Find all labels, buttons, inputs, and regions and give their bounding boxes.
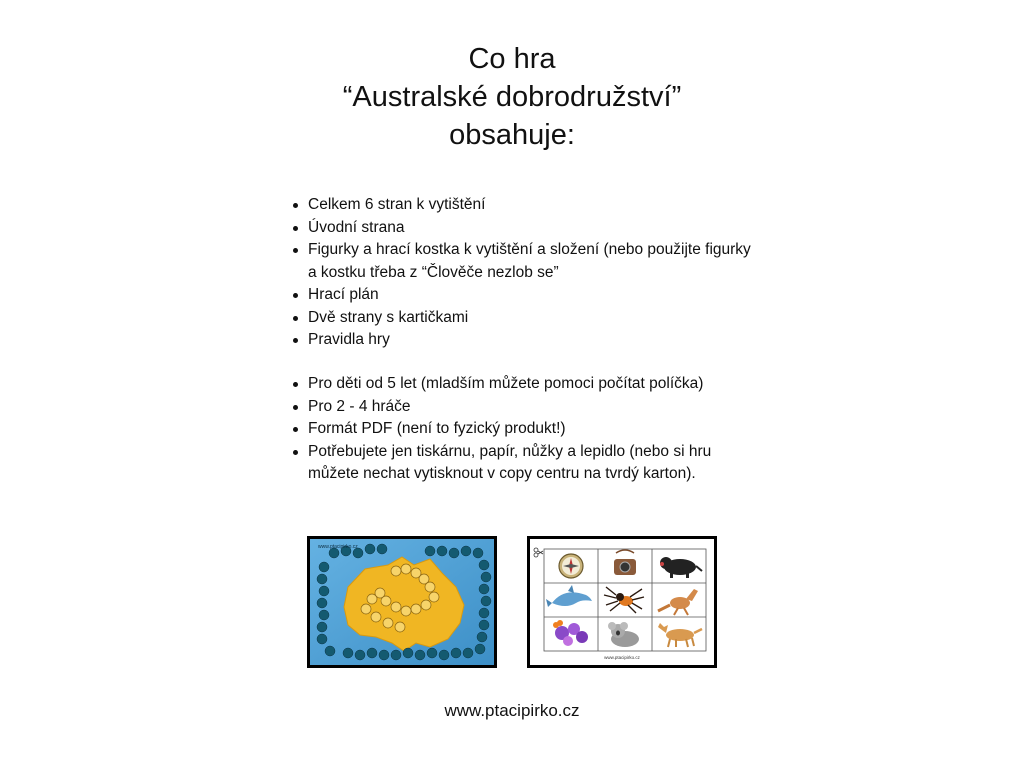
board-space: [449, 548, 459, 558]
title-line-1: Co hra: [468, 43, 556, 75]
board-inner-space: [421, 600, 431, 610]
board-space: [481, 572, 491, 582]
title-line-3: obsahuje:: [449, 119, 575, 151]
board-space: [437, 546, 447, 556]
board-space: [477, 632, 487, 642]
board-space: [403, 648, 413, 658]
board-space: [451, 648, 461, 658]
board-space: [439, 650, 449, 660]
board-inner-space: [425, 582, 435, 592]
list-item: Figurky a hrací kostka k vytištění a složení (nebo použijte figurky a kostku třeba z “Člověče nezlob se”: [290, 239, 760, 284]
compass-icon: [559, 554, 583, 578]
board-space: [475, 644, 485, 654]
board-space: [427, 648, 437, 658]
board-space: [479, 584, 489, 594]
board-space: [425, 546, 435, 556]
board-space: [479, 608, 489, 618]
board-inner-space: [401, 564, 411, 574]
list-item: Dvě strany s kartičkami: [290, 307, 760, 330]
board-space: [319, 586, 329, 596]
list-item: Celkem 6 stran k vytištění: [290, 194, 760, 217]
board-inner-space: [371, 612, 381, 622]
board-space: [415, 650, 425, 660]
board-space: [317, 634, 327, 644]
board-space: [325, 646, 335, 656]
board-inner-space: [383, 618, 393, 628]
title-line-2: “Australské dobrodružství”: [342, 81, 682, 113]
cards-image: [527, 536, 717, 668]
board-inner-space: [401, 606, 411, 616]
board-inner-space: [361, 604, 371, 614]
board-inner-space: [367, 594, 377, 604]
board-space: [317, 574, 327, 584]
board-space: [473, 548, 483, 558]
board-caption: www.ptacipirko.cz: [318, 544, 358, 550]
board-space: [319, 562, 329, 572]
board-space: [343, 648, 353, 658]
board-space: [391, 650, 401, 660]
list-item: Pro děti od 5 let (mladším můžete pomoci počítat políčka): [290, 373, 760, 396]
board-space: [479, 620, 489, 630]
list-item: Formát PDF (není to fyzický produkt!): [290, 418, 760, 441]
details-list: [290, 373, 760, 486]
board-inner-space: [429, 592, 439, 602]
board-space: [317, 622, 327, 632]
board-space: [463, 648, 473, 658]
board-inner-space: [411, 604, 421, 614]
board-space: [367, 648, 377, 658]
board-inner-space: [391, 602, 401, 612]
board-space: [377, 544, 387, 554]
page-title: [0, 40, 1024, 154]
board-space: [319, 610, 329, 620]
list-item: Úvodní strana: [290, 217, 760, 240]
website-url: www.ptacipirko.cz: [444, 701, 580, 720]
list-item: Pro 2 - 4 hráče: [290, 396, 760, 419]
list-item: Pravidla hry: [290, 329, 760, 352]
list-item: Potřebujete jen tiskárnu, papír, nůžky a lepidlo (nebo si hru můžete nechat vytisknout v copy centru na tvrdý karton).: [290, 441, 760, 486]
board-space: [379, 650, 389, 660]
board-space: [365, 544, 375, 554]
board-space: [461, 546, 471, 556]
board-inner-space: [395, 622, 405, 632]
board-space: [481, 596, 491, 606]
game-board-image: [307, 536, 497, 668]
list-item: Hrací plán: [290, 284, 760, 307]
game-board-graphic: [310, 539, 494, 665]
cards-caption: www.ptacipirko.cz: [604, 655, 640, 660]
contents-list: [290, 194, 760, 352]
board-space: [317, 598, 327, 608]
board-space: [355, 650, 365, 660]
board-space: [479, 560, 489, 570]
board-inner-space: [391, 566, 401, 576]
cards-graphic: [530, 539, 714, 665]
